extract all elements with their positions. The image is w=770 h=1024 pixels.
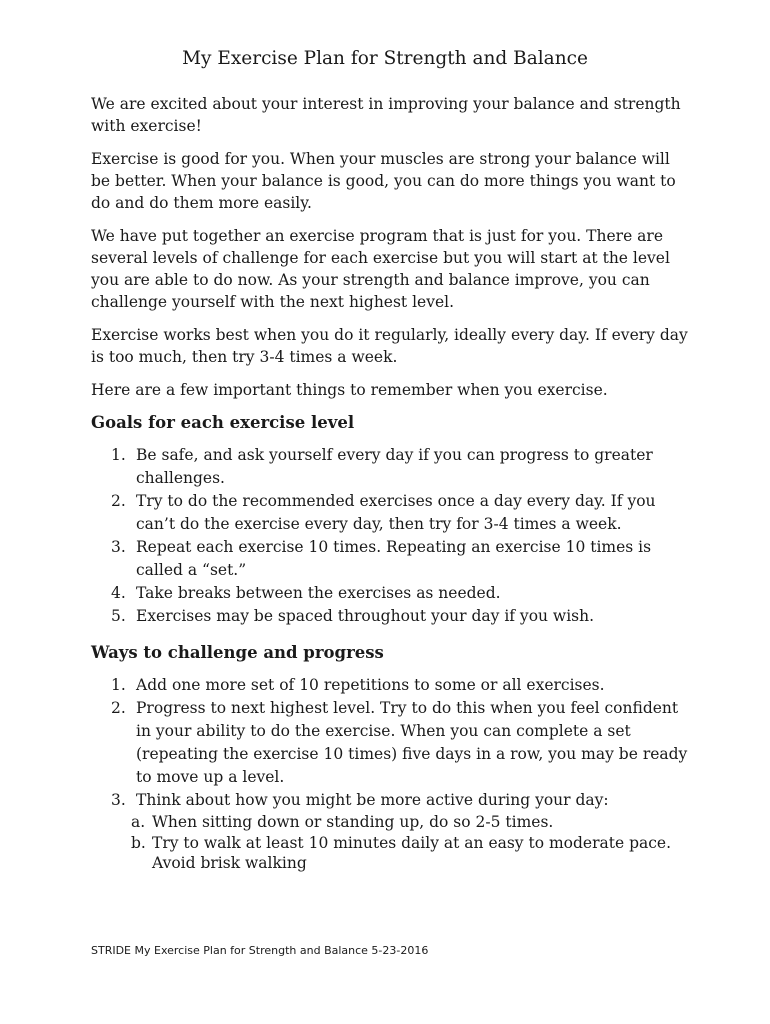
sublist-item-letter: b.	[131, 833, 146, 852]
goals-heading: Goals for each exercise level	[91, 413, 355, 432]
list-item-number: 3.	[111, 538, 126, 556]
intro-paragraph: We are excited about your interest in improving your balance and strength with exercise!	[91, 95, 681, 135]
goals-list	[91, 444, 691, 628]
list-item-number: 5.	[111, 607, 126, 625]
list-item-number: 4.	[111, 584, 126, 602]
sublist-item-text: When sitting down or standing up, do so 2-5 times.	[152, 813, 554, 831]
list-item-text: Add one more set of 10 repetitions to some or all exercises.	[136, 676, 605, 694]
reminders-paragraph: Here are a few important things to remember when you exercise.	[91, 381, 608, 399]
activity-sublist	[131, 812, 691, 874]
document-body	[91, 93, 691, 874]
list-item-text: Progress to next highest level. Try to do this when you feel confident in your ability to do the exercise. When you can complete a set (repeating the exercise 10 times) five days in a row, you may be ready to move up a level.	[136, 699, 688, 786]
list-item	[91, 674, 691, 697]
list-item-text: Take breaks between the exercises as needed.	[136, 584, 501, 602]
list-item-number: 2.	[111, 699, 126, 717]
program-paragraph: We have put together an exercise program that is just for you. There are several levels of challenge for each exercise but you will start at the level you are able to do now. As your strength and balance improve, you can challenge yourself with the next highest level.	[91, 227, 670, 311]
list-item-text: Repeat each exercise 10 times. Repeating an exercise 10 times is called a “set.”	[136, 538, 652, 579]
page-footer: STRIDE My Exercise Plan for Strength and Balance 5-23-2016	[91, 944, 429, 957]
list-item	[91, 605, 691, 628]
list-item	[91, 697, 691, 789]
benefits-paragraph: Exercise is good for you. When your muscles are strong your balance will be better. When your balance is good, you can do more things you want to do and do them more easily.	[91, 150, 676, 212]
list-item-text: Think about how you might be more active during your day:	[136, 791, 609, 809]
list-item-text: Be safe, and ask yourself every day if you can progress to greater challenges.	[136, 446, 653, 487]
list-item	[91, 444, 691, 490]
list-item-text: Exercises may be spaced throughout your day if you wish.	[136, 607, 595, 625]
list-item	[91, 536, 691, 582]
frequency-paragraph: Exercise works best when you do it regularly, ideally every day. If every day is too much, then try 3-4 times a week.	[91, 326, 688, 366]
list-item-number: 1.	[111, 676, 126, 694]
list-item	[91, 490, 691, 536]
list-item-text: Try to do the recommended exercises once a day every day. If you can’t do the exercise every day, then try for 3-4 times a week.	[136, 492, 656, 533]
list-item-number: 1.	[111, 446, 126, 464]
sublist-item-letter: a.	[131, 813, 146, 831]
progress-heading: Ways to challenge and progress	[91, 643, 384, 662]
list-item-number: 3.	[111, 791, 126, 809]
sublist-item-text: Try to walk at least 10 minutes daily at an easy to moderate pace. Avoid brisk walking	[152, 833, 672, 872]
list-item	[91, 582, 691, 605]
progress-list	[91, 674, 691, 874]
page-title: My Exercise Plan for Strength and Balance	[182, 48, 588, 69]
sublist-item	[131, 833, 691, 874]
list-item-number: 2.	[111, 492, 126, 510]
list-item	[91, 789, 691, 874]
sublist-item	[131, 812, 691, 833]
